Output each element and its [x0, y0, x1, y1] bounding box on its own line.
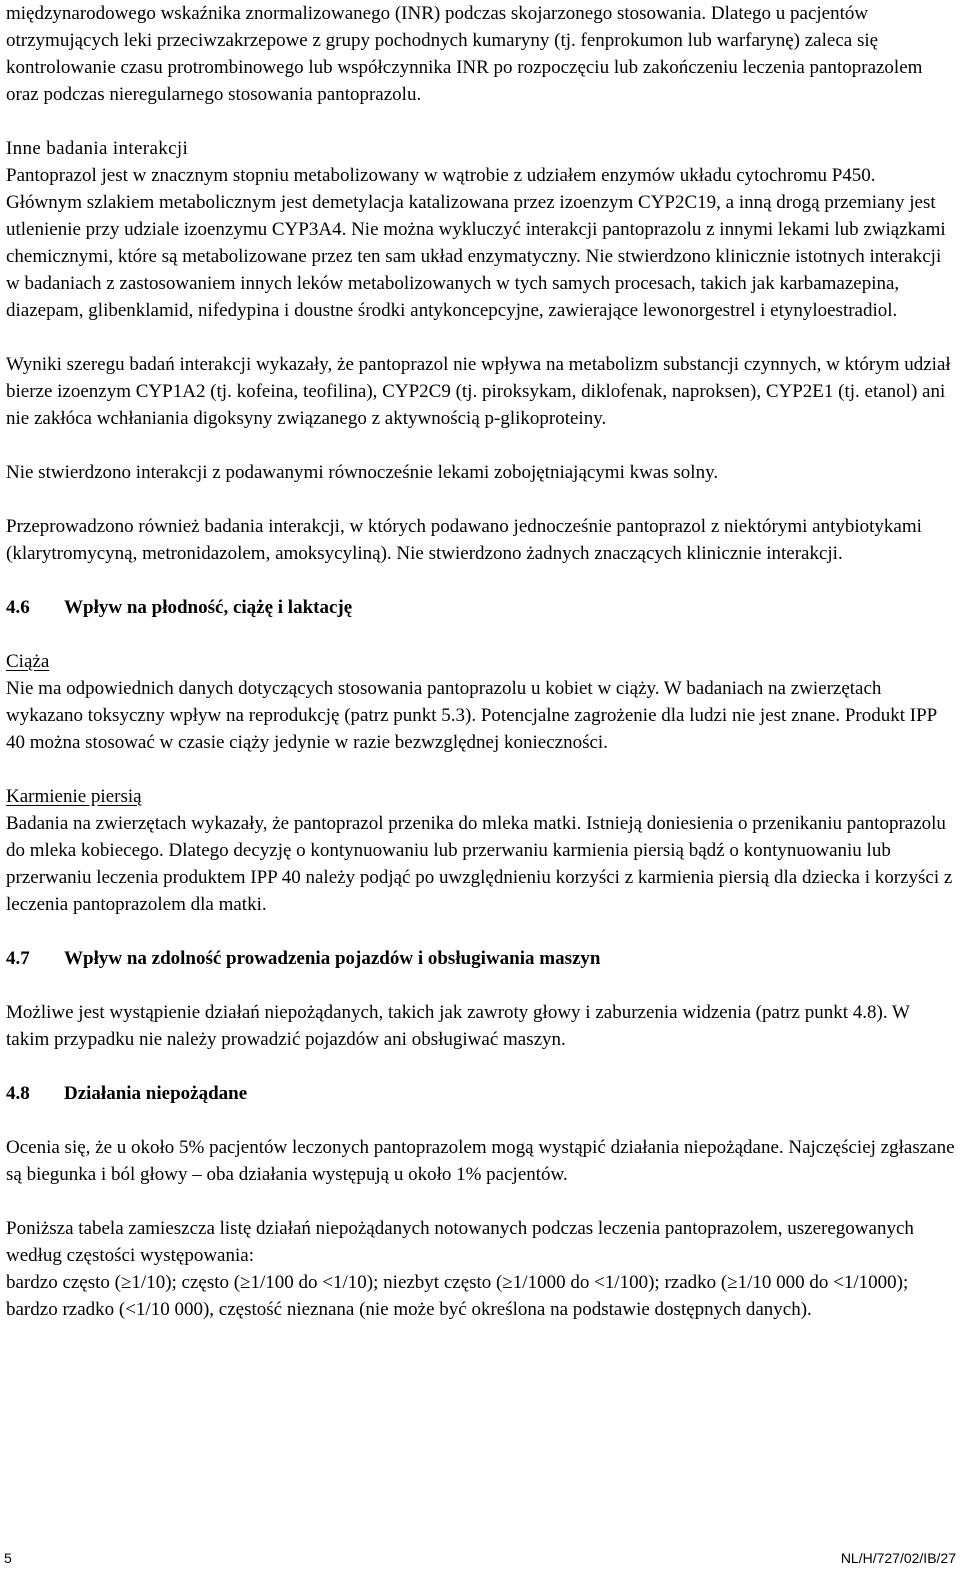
other-interactions-heading: Inne badania interakcji	[6, 138, 189, 159]
paragraph-interaction-studies: Wyniki szeregu badań interakcji wykazały, że pantoprazol nie wpływa na metabolizm substancji czynnych, w którym udział bierze izoenzym CYP1A2 (tj. kofeina, teofilina), CYP2C9 (tj. piroksykam, diklofenak, naproksen), CYP2E1 (tj. etanol) ani nie zakłóca wchłaniania digoksyny związanego z aktywnością p-glikoproteiny.	[6, 354, 951, 429]
section-title: Wpływ na zdolność prowadzenia pojazdów i obsługiwania maszyn	[64, 948, 601, 969]
paragraph-inr-monitoring: międzynarodowego wskaźnika znormalizowanego (INR) podczas skojarzonego stosowania. Dlatego u pacjentów otrzymujących leki przeciwzakrzepowe z grupy pochodnych kumaryny (tj. fenprokumon lub warfarynę) zaleca się kontrolowanie czasu protrombinowego lub współczynnika INR po rozpoczęciu lub zakończeniu leczenia pantoprazolem oraz podczas nieregularnego stosowania pantoprazolu.	[6, 3, 923, 105]
paragraph-adverse-table-intro: Poniższa tabela zamieszcza listę działań niepożądanych notowanych podczas leczenia pantoprazolem, uszeregowanych według częstości występowania:	[6, 1218, 914, 1266]
pregnancy-heading: Ciąża	[6, 651, 50, 672]
section-heading-4-8	[6, 1080, 956, 1107]
paragraph-breastfeeding: Badania na zwierzętach wykazały, że pantoprazol przenika do mleka matki. Istnieją doniesienia o przenikaniu pantoprazolu do mleka kobiecego. Dlatego decyzję o kontynuowaniu lub przerwaniu karmienia piersią bądź o kontynuowaniu lub przerwaniu leczenia produktem IPP 40 należy podjąć po uwzględnieniu korzyści z karmienia piersią dla dziecka i korzyści z leczenia pantoprazolem dla matki.	[6, 813, 953, 915]
section-number: 4.6	[6, 597, 30, 618]
paragraph-driving: Możliwe jest wystąpienie działań niepożądanych, takich jak zawroty głowy i zaburzenia widzenia (patrz punkt 4.8). W takim przypadku nie należy prowadzić pojazdów ani obsługiwać maszyn.	[6, 1002, 910, 1050]
footer-page-number: 5	[4, 1550, 12, 1566]
section-number: 4.8	[6, 1083, 30, 1104]
breastfeeding-heading: Karmienie piersią	[6, 786, 142, 807]
paragraph-pregnancy: Nie ma odpowiednich danych dotyczących stosowania pantoprazolu u kobiet w ciąży. W badaniach na zwierzętach wykazano toksyczny wpływ na reprodukcję (patrz punkt 5.3). Potencjalne zagrożenie dla ludzi nie jest znane. Produkt IPP 40 można stosować w czasie ciąży jedynie w razie bezwzględnej konieczności.	[6, 678, 937, 753]
section-number: 4.7	[6, 948, 30, 969]
paragraph-frequency-categories: bardzo często (≥1/10); często (≥1/100 do <1/10); niezbyt często (≥1/1000 do <1/100); rzadko (≥1/10 000 do <1/1000); bardzo rzadko (<1/10 000), częstość nieznana (nie może być określona na podstawie dostępnych danych).	[6, 1272, 909, 1320]
paragraph-antacids: Nie stwierdzono interakcji z podawanymi równocześnie lekami zobojętniającymi kwas solny.	[6, 462, 719, 483]
paragraph-cyp450: Pantoprazol jest w znacznym stopniu metabolizowany w wątrobie z udziałem enzymów układu cytochromu P450. Głównym szlakiem metabolicznym jest demetylacja katalizowana przez izoenzym CYP2C19, a inną drogą przemiany jest utlenienie przy udziale izoenzymu CYP3A4. Nie można wykluczyć interakcji pantoprazolu z innymi lekami lub związkami chemicznymi, które są metabolizowane przez ten sam układ enzymatyczny. Nie stwierdzono klinicznie istotnych interakcji w badaniach z zastosowaniem innych leków metabolizowanych w tych samych procesach, takich jak karbamazepina, diazepam, glibenklamid, nifedypina i doustne środki antykoncepcyjne, zawierające lewonorgestrel i etynyloestradiol.	[6, 165, 946, 321]
section-heading-4-6	[6, 594, 956, 621]
section-title: Wpływ na płodność, ciążę i laktację	[64, 597, 353, 618]
footer-document-code: NL/H/727/02/IB/27	[840, 1550, 956, 1566]
section-heading-4-7	[6, 945, 956, 972]
document-body	[6, 0, 956, 1323]
paragraph-antibiotics: Przeprowadzono również badania interakcji, w których podawano jednocześnie pantoprazol z niektórymi antybiotykami (klarytromycyną, metronidazolem, amoksycyliną). Nie stwierdzono żadnych znaczących klinicznie interakcji.	[6, 516, 922, 564]
section-title: Działania niepożądane	[64, 1083, 248, 1104]
paragraph-adverse-frequency: Ocenia się, że u około 5% pacjentów leczonych pantoprazolem mogą wystąpić działania niepożądane. Najczęściej zgłaszane są biegunka i ból głowy – oba działania występują u około 1% pacjentów.	[6, 1137, 955, 1185]
